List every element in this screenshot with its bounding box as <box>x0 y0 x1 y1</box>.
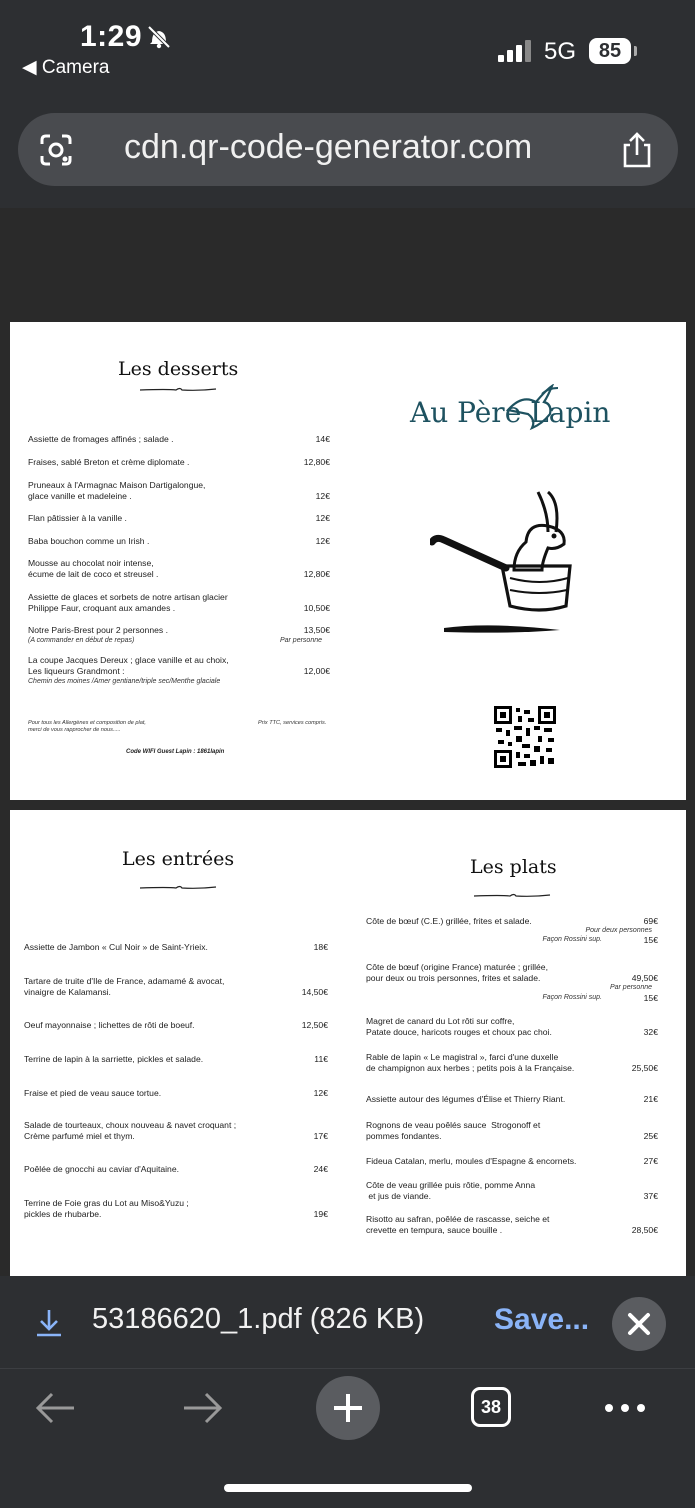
new-tab-button[interactable] <box>316 1376 380 1440</box>
title-swash-icon <box>138 386 218 392</box>
more-options-icon[interactable] <box>604 1403 646 1413</box>
menu-item-price: 25,50€ <box>631 1063 658 1073</box>
menu-item-price: 18€ <box>313 942 328 952</box>
allergens-note: Pour tous les Allergènes et composition de plat, merci de vous rapprocher de nous..... <box>28 720 146 733</box>
forward-arrow-icon[interactable] <box>180 1390 224 1426</box>
menu-item-price: 19€ <box>313 1209 328 1219</box>
menu-item-name: Côte de veau grillée puis rôtie, pomme Anna et jus de viande. <box>366 1180 536 1201</box>
menu-item-name: Magret de canard du Lot rôti sur coffre, Patate douce, haricots rouges et choux pac choi. <box>366 1016 552 1037</box>
prices-note: Prix TTC, services compris. <box>258 720 327 726</box>
menu-item-price: 49,50€ <box>631 973 658 983</box>
menu-item-name: Fraises, sablé Breton et crème diplomate . <box>28 457 190 467</box>
cellular-signal-icon <box>498 40 534 62</box>
status-time: 1:29 <box>80 20 143 53</box>
battery-indicator: 85 <box>589 38 631 64</box>
tab-switcher-button[interactable]: 38 <box>471 1387 511 1427</box>
menu-item-price: 12€ <box>315 536 330 546</box>
menu-item-name: Poêlée de gnocchi au caviar d'Aquitaine. <box>24 1164 180 1174</box>
save-button[interactable]: Save... <box>494 1303 590 1336</box>
menu-item-note: Façon Rossini sup. <box>542 936 602 943</box>
menu-item-note: Chemin des moines /Amer gentiane/triple sec/Menthe glaciale <box>28 678 221 685</box>
battery-tip-icon <box>634 46 637 56</box>
menu-item-note: Par personne <box>609 984 652 991</box>
entrees-title: Les entrées <box>122 848 235 870</box>
url-text[interactable]: cdn.qr-code-generator.com <box>124 128 533 166</box>
menu-item-price: 12,80€ <box>303 457 330 467</box>
close-download-button[interactable] <box>612 1297 666 1351</box>
pdf-page-1 <box>10 322 686 800</box>
menu-item-name: Notre Paris-Brest pour 2 personnes . <box>28 625 168 635</box>
menu-item-price: 69€ <box>643 916 658 926</box>
menu-item-price: 12€ <box>315 491 330 501</box>
menu-item-price: 12,80€ <box>303 569 330 579</box>
restaurant-logo-text: Au Père Lapin <box>410 396 611 429</box>
menu-item-price: 37€ <box>643 1191 658 1201</box>
menu-item-price: 32€ <box>643 1027 658 1037</box>
download-icon <box>34 1308 64 1338</box>
menu-item-name: La coupe Jacques Dereux ; glace vanille et au choix, Les liqueurs Grandmont : <box>28 655 229 676</box>
menu-item-name: Baba bouchon comme un Irish . <box>28 536 150 546</box>
menu-item-note: Façon Rossini sup. <box>542 994 602 1001</box>
menu-item-name: Tartare de truite d'Ile de France, adamamé & avocat, vinaigre de Kalamansi. <box>24 976 225 997</box>
menu-item-name: Mousse au chocolat noir intense, écume de lait de coco et streusel . <box>28 558 159 579</box>
download-filename: 53186620_1.pdf (826 KB) <box>92 1303 425 1335</box>
qr-code-image[interactable] <box>494 706 556 768</box>
menu-item-price: 15€ <box>643 993 658 1003</box>
home-indicator <box>224 1484 472 1492</box>
menu-item-name: Assiette de Jambon « Cul Noir » de Saint-Yrieix. <box>24 942 208 952</box>
menu-item-name: Fraise et pied de veau sauce tortue. <box>24 1088 162 1098</box>
menu-item-price: 28,50€ <box>631 1225 658 1235</box>
menu-item-price: 15€ <box>643 935 658 945</box>
wifi-code: Code WIFI Guest Lapin : 1861lapin <box>126 749 225 755</box>
close-icon <box>612 1297 666 1351</box>
back-arrow-icon[interactable] <box>34 1390 78 1426</box>
bell-muted-icon <box>146 24 172 50</box>
menu-item-price: 24€ <box>313 1164 328 1174</box>
menu-item-name: Rognons de veau poêlés sauce Strogonoff et pommes fondantes. <box>366 1120 541 1141</box>
rabbit-in-pot-illustration <box>430 482 590 642</box>
pdf-viewer[interactable] <box>0 208 695 1280</box>
menu-item-name: Rable de lapin « Le magistral », farci d'une duxelle de champignon aux herbes ; petits pois à la Française. <box>366 1052 575 1073</box>
title-swash-icon <box>138 884 218 890</box>
menu-item-name: Pruneaux à l'Armagnac Maison Dartigalongue, glace vanille et madeleine . <box>28 480 206 501</box>
desserts-title: Les desserts <box>118 358 239 380</box>
title-swash-icon <box>472 892 552 898</box>
menu-item-name: Côte de bœuf (origine France) maturée ; grillée, pour deux ou trois personnes, frites et salade. <box>366 962 548 983</box>
menu-item-price: 11€ <box>314 1054 328 1064</box>
plus-icon <box>316 1376 380 1440</box>
menu-item-price: 12€ <box>315 513 330 523</box>
menu-item-price: 10,50€ <box>303 603 330 613</box>
google-lens-icon[interactable] <box>38 132 74 168</box>
menu-item-price: 14€ <box>315 434 330 444</box>
menu-item-price: 27€ <box>643 1156 658 1166</box>
menu-item-price: 21€ <box>643 1094 658 1104</box>
menu-item-price: 14,50€ <box>301 987 328 997</box>
pdf-page-2 <box>10 810 686 1280</box>
menu-item-price-note: Par personne <box>279 637 322 644</box>
rabbit-logo-icon <box>502 384 562 434</box>
menu-item-note: Pour deux personnes <box>585 927 652 934</box>
menu-item-price: 25€ <box>643 1131 658 1141</box>
menu-item-name: Flan pâtissier à la vanille . <box>28 513 127 523</box>
menu-item-name: Salade de tourteaux, choux nouveau & navet croquant ; Crème parfumé miel et thym. <box>24 1120 237 1141</box>
menu-item-name: Terrine de lapin à la sarriette, pickles et salade. <box>24 1054 204 1064</box>
menu-item-name: Assiette de fromages affinés ; salade . <box>28 434 174 444</box>
back-to-camera-link[interactable]: ◀ Camera <box>22 57 110 78</box>
menu-item-price: 12€ <box>313 1088 328 1098</box>
menu-item-price: 13,50€ <box>303 625 330 635</box>
menu-item-name: Assiette autour des légumes d'Élise et Thierry Riant. <box>366 1094 566 1104</box>
menu-item-name: Assiette de glaces et sorbets de notre artisan glacier Philippe Faur, croquant aux amandes . <box>28 592 228 613</box>
menu-item-price: 17€ <box>313 1131 328 1141</box>
menu-item-price: 12,50€ <box>301 1020 328 1030</box>
menu-item-name: Fideua Catalan, merlu, moules d'Espagne & encornets. <box>366 1156 577 1166</box>
menu-item-note: (A commander en début de repas) <box>28 637 135 644</box>
network-type: 5G <box>544 38 577 65</box>
menu-item-name: Oeuf mayonnaise ; lichettes de rôti de boeuf. <box>24 1020 195 1030</box>
share-icon[interactable] <box>620 131 654 169</box>
menu-item-price: 12,00€ <box>303 666 330 676</box>
menu-item-name: Côte de bœuf (C.E.) grillée, frites et salade. <box>366 916 532 926</box>
menu-item-name: Terrine de Foie gras du Lot au Miso&Yuzu ; pickles de rhubarbe. <box>24 1198 189 1219</box>
menu-item-name: Risotto au safran, poêlée de rascasse, seiche et crevette en tempura, sauce bouille . <box>366 1214 550 1235</box>
plats-title: Les plats <box>470 856 557 878</box>
